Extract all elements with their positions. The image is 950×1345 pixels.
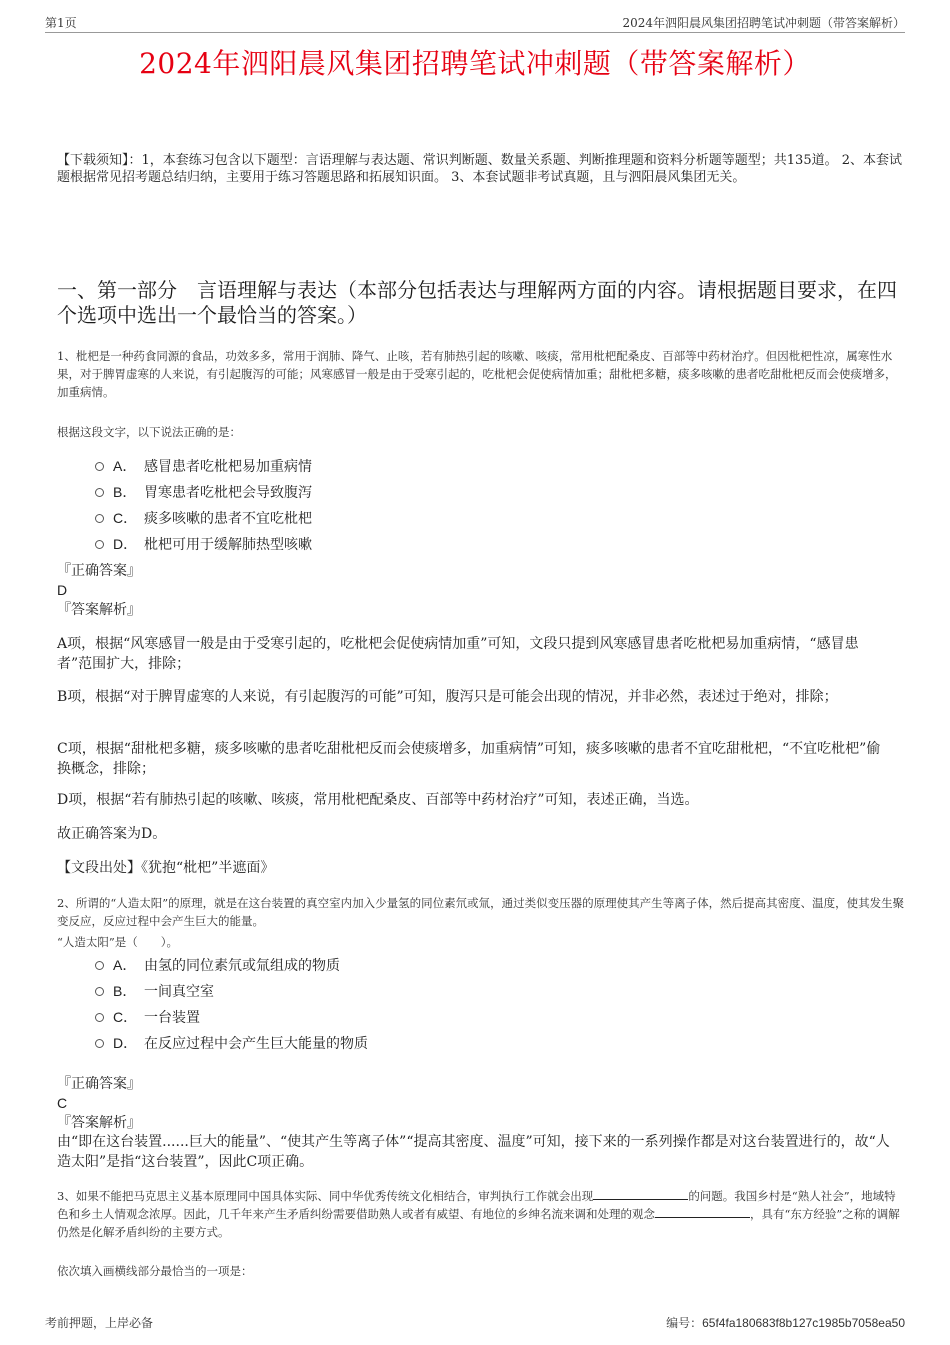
document-title: 2024年泗阳晨风集团招聘笔试冲刺题（带答案解析） <box>139 47 811 80</box>
page-number: 第1页 <box>45 16 77 30</box>
footer-slogan: 考前押题，上岸必备 <box>45 1316 154 1330</box>
q1-conclusion: 故正确答案为D。 <box>57 826 167 842</box>
q1-answer: D <box>57 582 68 598</box>
q2-option-c[interactable]: C． 一台装置 <box>95 1004 368 1030</box>
q1-analysis-b: B项，根据“对于脾胃虚寒的人来说，有引起腹泻的可能”可知，腹泻只是可能会出现的情况，并非必然，表述过于绝对，排除； <box>57 689 838 705</box>
radio-icon[interactable] <box>95 462 104 471</box>
q1-option-b[interactable]: B． 胃寒患者吃枇杷会导致腹泻 <box>95 479 312 505</box>
q2-options <box>95 952 368 1056</box>
q2-option-a[interactable]: A． 由氢的同位素氘或氚组成的物质 <box>95 952 368 978</box>
footer-code: 编号：65f4fa180683f8b127c1985b7058ea50 <box>666 1316 905 1330</box>
q2-answer: C <box>57 1095 68 1111</box>
radio-icon[interactable] <box>95 987 104 996</box>
download-notice: 【下载须知】：1，本套练习包含以下题型：言语理解与表达题、常识判断题、数量关系题、判断推理题和资料分析题等题型；共135道。 2、本套试题根据常见招考题总结归纳，主要用于练习答题思路和拓展知识面。 3、本套试题非考试真题，且与泗阳晨风集团无关。 <box>57 153 902 185</box>
q2-answer-label: 『正确答案』 <box>57 1076 141 1092</box>
q2-analysis-label: 『答案解析』 <box>57 1115 141 1131</box>
q1-prompt: 根据这段文字，以下说法正确的是： <box>57 425 241 439</box>
q1-analysis-a: A项，根据“风寒感冒一般是由于受寒引起的，吃枇杷会促使病情加重”可知，文段只提到风寒感冒患者吃枇杷易加重病情，“感冒患者”范围扩大，排除； <box>57 636 859 672</box>
q2-option-d[interactable]: D． 在反应过程中会产生巨大能量的物质 <box>95 1030 368 1056</box>
q1-option-a[interactable]: A． 感冒患者吃枇杷易加重病情 <box>95 453 312 479</box>
q1-analysis-d: D项，根据“若有肺热引起的咳嗽、咳痰，常用枇杷配桑皮、百部等中药材治疗”可知，表述正确，当选。 <box>57 792 699 808</box>
radio-icon[interactable] <box>95 1039 104 1048</box>
q2-option-b[interactable]: B． 一间真空室 <box>95 978 368 1004</box>
radio-icon[interactable] <box>95 488 104 497</box>
q2-stem: 2、所谓的“人造太阳”的原理，就是在这台装置的真空室内加入少量氢的同位素氘或氚，通过类似变压器的原理使其产生等离子体，然后提高其密度、温度，使其发生聚变反应，反应过程中会产生巨大的能量。 <box>57 896 905 928</box>
fill-blank-2[interactable] <box>655 1205 750 1218</box>
q3-prompt: 依次填入画横线部分最恰当的一项是： <box>57 1264 253 1278</box>
q2-analysis: 由“即在这台装置......巨大的能量”、“使其产生等离子体”“提高其密度、温度”可知，接下来的一系列操作都是对这台装置进行的，故“人造太阳”是指“这台装置”，因此C项正确。 <box>57 1134 890 1170</box>
q1-source: 【文段出处】《犹抱“枇杷”半遮面》 <box>57 860 275 876</box>
radio-icon[interactable] <box>95 1013 104 1022</box>
header-divider <box>45 32 905 33</box>
running-header-title: 2024年泗阳晨风集团招聘笔试冲刺题（带答案解析） <box>622 16 905 30</box>
q1-option-d[interactable]: D． 枇杷可用于缓解肺热型咳嗽 <box>95 531 312 557</box>
radio-icon[interactable] <box>95 540 104 549</box>
q2-stem-question: “人造太阳”是（ ）。 <box>57 935 179 949</box>
q1-answer-label: 『正确答案』 <box>57 563 141 579</box>
q1-analysis-label: 『答案解析』 <box>57 602 141 618</box>
q3-stem: 3、如果不能把马克思主义基本原理同中国具体实际、同中华优秀传统文化相结合，审判执行工作就会出现 的问题。我国乡村是“熟人社会”，地域特色和乡土人情观念浓厚。因此，几千年来产生矛盾纠纷需要借助熟人或者有威望、有地位的乡绅名流来调和处理的观念 ，具有“东方经验”之称的调解仍然是化解矛盾纠纷的主要方式。 <box>57 1189 900 1239</box>
section-heading: 一、第一部分 言语理解与表达（本部分包括表达与理解两方面的内容。请根据题目要求，在四个选项中选出一个最恰当的答案。） <box>57 278 897 327</box>
q1-option-c[interactable]: C． 痰多咳嗽的患者不宜吃枇杷 <box>95 505 312 531</box>
q1-options <box>95 453 312 557</box>
radio-icon[interactable] <box>95 514 104 523</box>
fill-blank-1[interactable] <box>593 1187 688 1200</box>
q1-analysis-c: C项，根据“甜枇杷多糖，痰多咳嗽的患者吃甜枇杷反而会使痰增多，加重病情”可知，痰多咳嗽的患者不宜吃甜枇杷，“不宜吃枇杷”偷换概念，排除； <box>57 741 881 777</box>
q1-stem: 1、枇杷是一种药食同源的食品，功效多多，常用于润肺、降气、止咳，若有肺热引起的咳嗽、咳痰，常用枇杷配桑皮、百部等中药材治疗。但因枇杷性凉，属寒性水果，对于脾胃虚寒的人来说，有引起腹泻的可能；风寒感冒一般是由于受寒引起的，吃枇杷会促使病情加重；甜枇杷多糖，痰多咳嗽的患者吃甜枇杷反而会使痰增多，加重病情。 <box>57 349 897 399</box>
radio-icon[interactable] <box>95 961 104 970</box>
